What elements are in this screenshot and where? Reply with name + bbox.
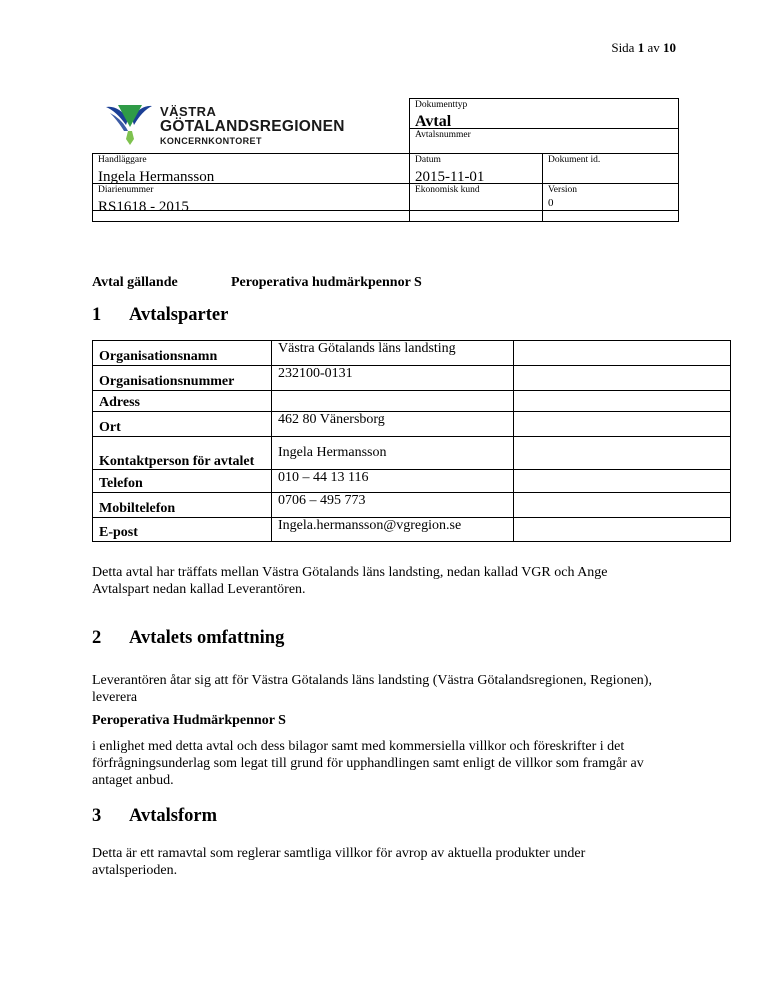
logo-line-3: KONCERNKONTORET [160,136,262,146]
parties-table [92,340,731,542]
logo-line-1: VÄSTRA [160,104,217,119]
version-cell: Version 0 [542,183,679,211]
agreement-number-cell: Avtalsnummer [409,128,679,154]
scope-paragraph: Leverantören åtar sig att för Västra Götalands läns landsting (Västra Götalandsregionen, Regionen), leverera [92,673,652,705]
table-row: Kontaktperson för avtalet Ingela Hermansson [93,437,731,470]
logo-line-2: GÖTALANDSREGIONEN [160,118,345,135]
doc-id-cell: Dokument id. [542,153,679,184]
empty-cell [542,210,679,222]
document-meta-table [92,98,679,222]
empty-cell [409,210,543,222]
table-row: Adress [93,391,731,412]
registry-cell: Diarienummer RS1618 - 2015 [92,183,410,211]
product-name: Peroperativa Hudmärkpennor S [92,713,286,728]
table-row: Ort 462 80 Vänersborg [93,412,731,437]
handler-cell: Handläggare Ingela Hermansson [92,153,410,184]
table-row: E-post Ingela.hermansson@vgregion.se [93,518,731,542]
empty-cell [92,210,410,222]
table-row: Mobiltelefon 0706 – 495 773 [93,493,731,518]
table-row: Organisationsnummer 232100-0131 [93,366,731,391]
scope-conditions-paragraph: i enlighet med detta avtal och dess bilagor samt med kommersiella villkor och föreskrifter i det förfrågningsunderlag som legat till grund för upphandlingen samt enligt de villkor som framgår av antaget anbud. [92,739,644,788]
agreement-form-paragraph: Detta är ett ramavtal som reglerar samtliga villkor för avrop av aktuella produkter under avtalsperioden. [92,846,586,878]
table-row: Organisationsnamn Västra Götalands läns landsting [93,341,731,366]
page-number: Sida 1 av 10 [611,40,676,55]
parties-paragraph: Detta avtal har träffats mellan Västra Götalands läns landsting, nedan kallad VGR och Ange Avtalspart nedan kallad Leverantören. [92,565,608,597]
document-page: Sida 1 av 10 VÄSTRA GÖTALANDSREGIONEN KONCERNKONTORET Dokumenttyp Avtal Avtalsnummer Handläggare Ingela Hermansson Datum 2015-11-01 Dokument id. Diarienummer RS1618 - 2015 Ekonomisk kund Version 0 Avtal gällande Peroperativa hudmärkpennor S 1 Avtalsparter Organisationsnamn Västra Götalands läns landsting Organisationsnummer 232100-0131 Adress Ort 462 80 Vänersborg Kontaktperson för avtalet Ingela Hermansson Telefon 010 – 44 13 116 Mobiltelefon 0706 – 495 773 E-post Ingela.hermansson@vgregion.se Detta avtal har träffats mellan Västra Götalands läns landsting, nedan kallad VGR och Ange Avtalspart nedan kallad Leverantören. 2 Avtalets omfattning Leverantören åtar sig att för Västra Götalands läns landsting (Västra Götalandsregionen, Regionen), leverera Peroperativa Hudmärkpennor S i enlighet med detta avtal och dess bilagor samt med kommersiella villkor och föreskrifter i det förfrågningsunderlag som legat till grund för upphandlingen samt enligt de villkor som framgår av antaget anbud. 3 Avtalsform Detta är ett ramavtal som reglerar samtliga villkor för avrop av aktuella produkter under avtalsperioden. [0,0,768,994]
date-cell: Datum 2015-11-01 [409,153,543,184]
doc-type-cell: Dokumenttyp Avtal [409,98,679,129]
table-row: Telefon 010 – 44 13 116 [93,470,731,493]
customer-cell: Ekonomisk kund [409,183,543,211]
